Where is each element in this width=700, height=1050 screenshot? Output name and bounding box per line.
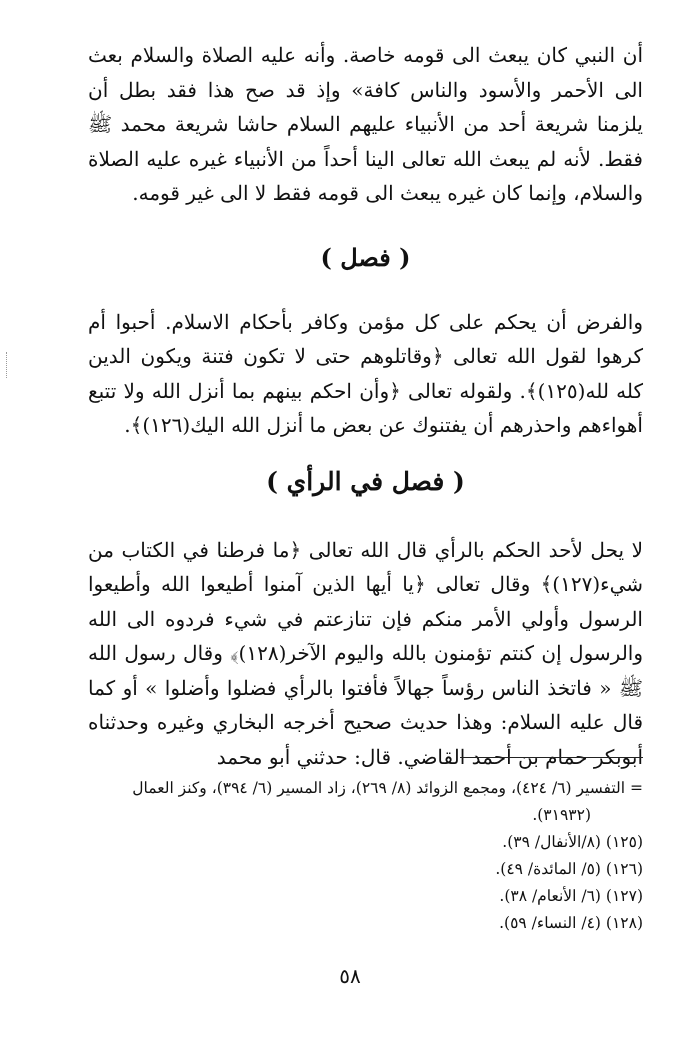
paragraph-2: والفرض أن يحكم على كل مؤمن وكافر بأحكام الاسلام. أحبوا أم كرهوا لقول الله تعالى ﴿وقاتلوهم حتى لا تكون فتنة ويكون الدين كله لله(١٢٥)﴾. ولقوله تعالى ﴿وأن احكم بينهم بما أنزل الله ولا تتبع أهواءهم واحذرهم أن يفتنوك عن بعض ما أنزل الله اليك(١٢٦)﴾. [88, 309, 643, 437]
section-heading-ray: ( فصل في الرأي ) [266, 466, 465, 496]
footnote-continued: = التفسير (٦/ ٤٢٤)، ومجمع الزوائد (٨/ ٢٦٩)، زاد المسير (٦/ ٣٩٤)، وكنز العمال [132, 779, 643, 797]
footnote-127: (١٢٧) (٦/ الأنعام/ ٣٨). [499, 887, 643, 905]
page-body [88, 38, 643, 774]
page-number: ٥٨ [339, 964, 361, 988]
footnote-125: (١٢٥) (٨/الأنفال/ ٣٩). [502, 833, 643, 851]
margin-mark [6, 352, 11, 378]
paragraph-3: لا يحل لأحد الحكم بالرأي قال الله تعالى ﴿ما فرطنا في الكتاب من شيء(١٢٧)﴾ وقال تعالى ﴿يا أيها الذين آمنوا أطيعوا الله وأطيعوا الرسول وأولي الأمر منكم فإن تنازعتم في شيء فردوه الى الله والرسول إن كنتم تؤمنون بالله واليوم الآخر(١٢٨)﴾ وقال رسول الله ﷺ « فاتخذ الناس رؤساً جهالاً فأفتوا بالرأي فضلوا وأضلوا » أو كما قال عليه السلام: وهذا حديث صحيح أخرجه البخاري وغيره وحدثناه أبوبكر حمام بن أحمد القاضي. قال: حدثني أبو محمد [88, 537, 644, 769]
footnote-separator [460, 757, 643, 758]
footnote-128: (١٢٨) (٤/ النساء/ ٥٩). [499, 914, 643, 932]
paragraph-1: أن النبي كان يبعث الى قومه خاصة. وأنه عليه الصلاة والسلام بعث الى الأحمر والأسود والناس كافة» وإذ قد صح هذا فقد بطل أن يلزمنا شريعة أحد من الأنبياء عليهم السلام حاشا شريعة محمد ﷺ فقط. لأنه لم يبعث الله تعالى الينا أحداً من الأنبياء غيره عليه الصلاة والسلام، وإنما كان غيره يبعث الى قومه فقط لا الى غير قومه. [88, 43, 643, 205]
footnote-continued-end: (٣١٩٣٢). [532, 806, 591, 824]
footnote-126: (١٢٦) (٥/ المائدة/ ٤٩). [495, 860, 643, 878]
footnotes [88, 775, 643, 937]
section-heading-fasl: ( فصل ) [320, 242, 411, 272]
